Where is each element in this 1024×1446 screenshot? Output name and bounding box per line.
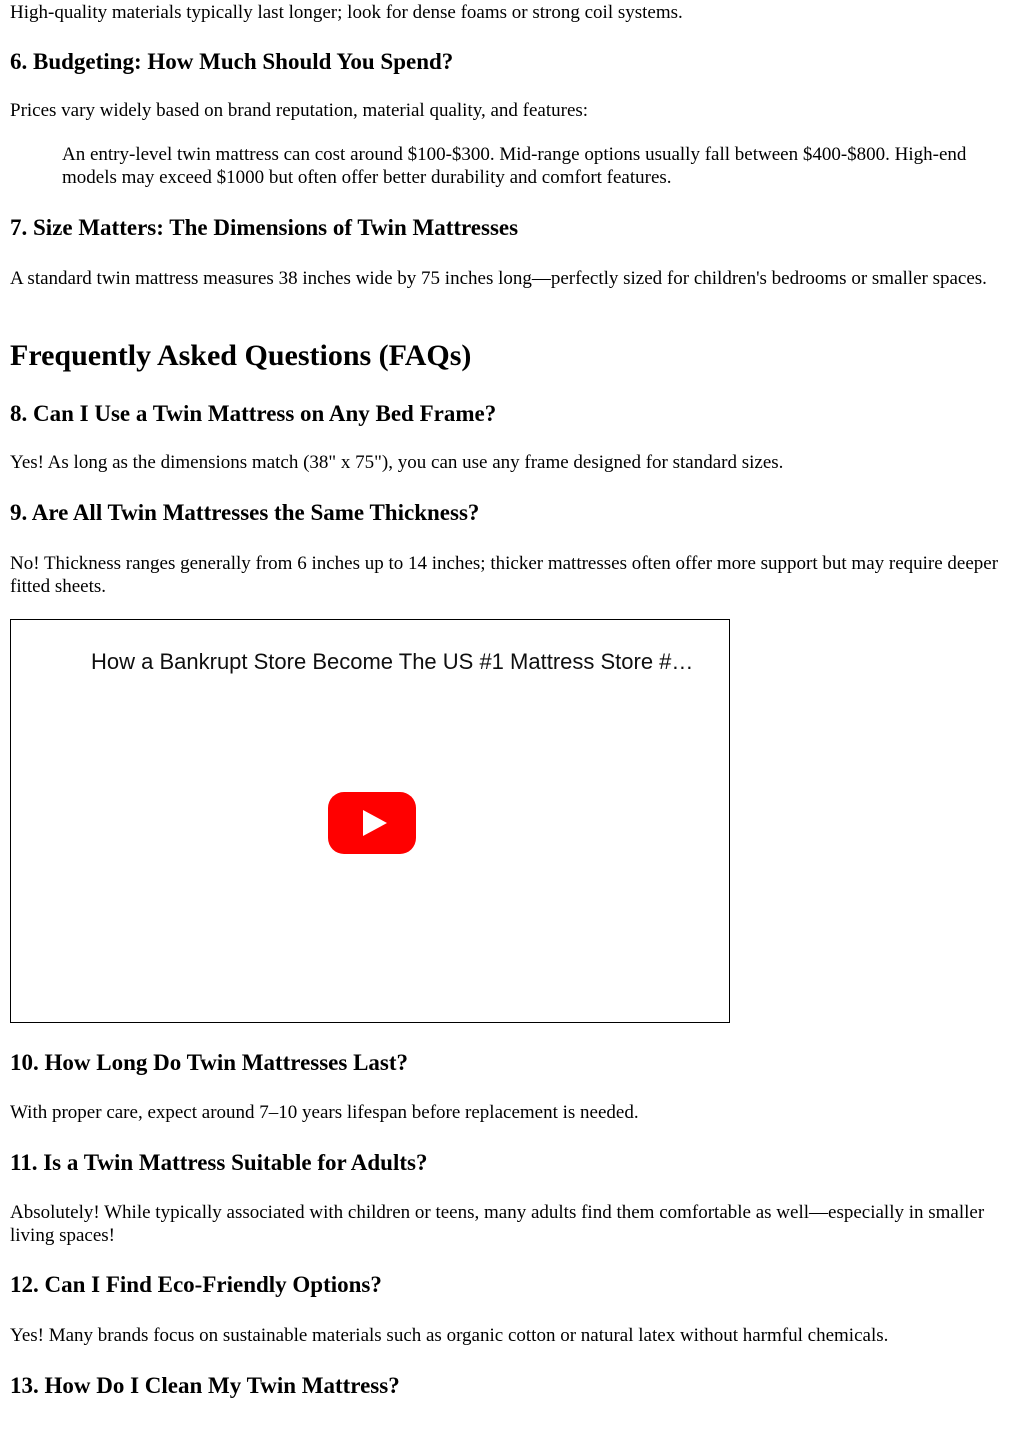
faq-13-heading: 13. How Do I Clean My Twin Mattress? [10,1373,400,1398]
faq-10-heading: 10. How Long Do Twin Mattresses Last? [10,1050,409,1075]
play-triangle-icon [363,810,387,836]
video-title[interactable]: How a Bankrupt Store Become The US #1 Mattress Store #… [91,649,694,674]
youtube-play-icon[interactable] [328,792,416,854]
video-embed[interactable] [10,619,730,1023]
section-6-heading: 6. Budgeting: How Much Should You Spend? [10,49,454,74]
faq-11-answer: Absolutely! While typically associated with children or teens, many adults find them comfortable as well—especially in smaller living spaces! [10,1202,985,1246]
faq-12-answer: Yes! Many brands focus on sustainable materials such as organic cotton or natural latex without harmful chemicals. [10,1325,889,1346]
section-6-paragraph: Prices vary widely based on brand reputation, material quality, and features: [10,100,589,121]
faq-10-answer: With proper care, expect around 7–10 years lifespan before replacement is needed. [10,1102,639,1123]
intro-paragraph: High-quality materials typically last longer; look for dense foams or strong coil systems. [10,2,683,23]
section-7-heading: 7. Size Matters: The Dimensions of Twin Mattresses [10,215,519,240]
faq-8-heading: 8. Can I Use a Twin Mattress on Any Bed Frame? [10,401,497,426]
faq-12-heading: 12. Can I Find Eco-Friendly Options? [10,1272,382,1297]
faq-heading: Frequently Asked Questions (FAQs) [10,339,472,372]
faq-9-heading: 9. Are All Twin Mattresses the Same Thickness? [10,500,480,525]
faq-9-answer: No! Thickness ranges generally from 6 inches up to 14 inches; thicker mattresses often offer more support but may require deeper fitted sheets. [10,553,999,597]
faq-11-heading: 11. Is a Twin Mattress Suitable for Adults? [10,1150,428,1175]
price-range-quote: An entry-level twin mattress can cost around $100-$300. Mid-range options usually fall between $400-$800. High-end models may exceed $1000 but often offer better durability and comfort features. [62,144,967,188]
section-7-paragraph: A standard twin mattress measures 38 inches wide by 75 inches long—perfectly sized for children's bedrooms or smaller spaces. [10,268,987,289]
faq-8-answer: Yes! As long as the dimensions match (38" x 75"), you can use any frame designed for standard sizes. [10,452,784,473]
